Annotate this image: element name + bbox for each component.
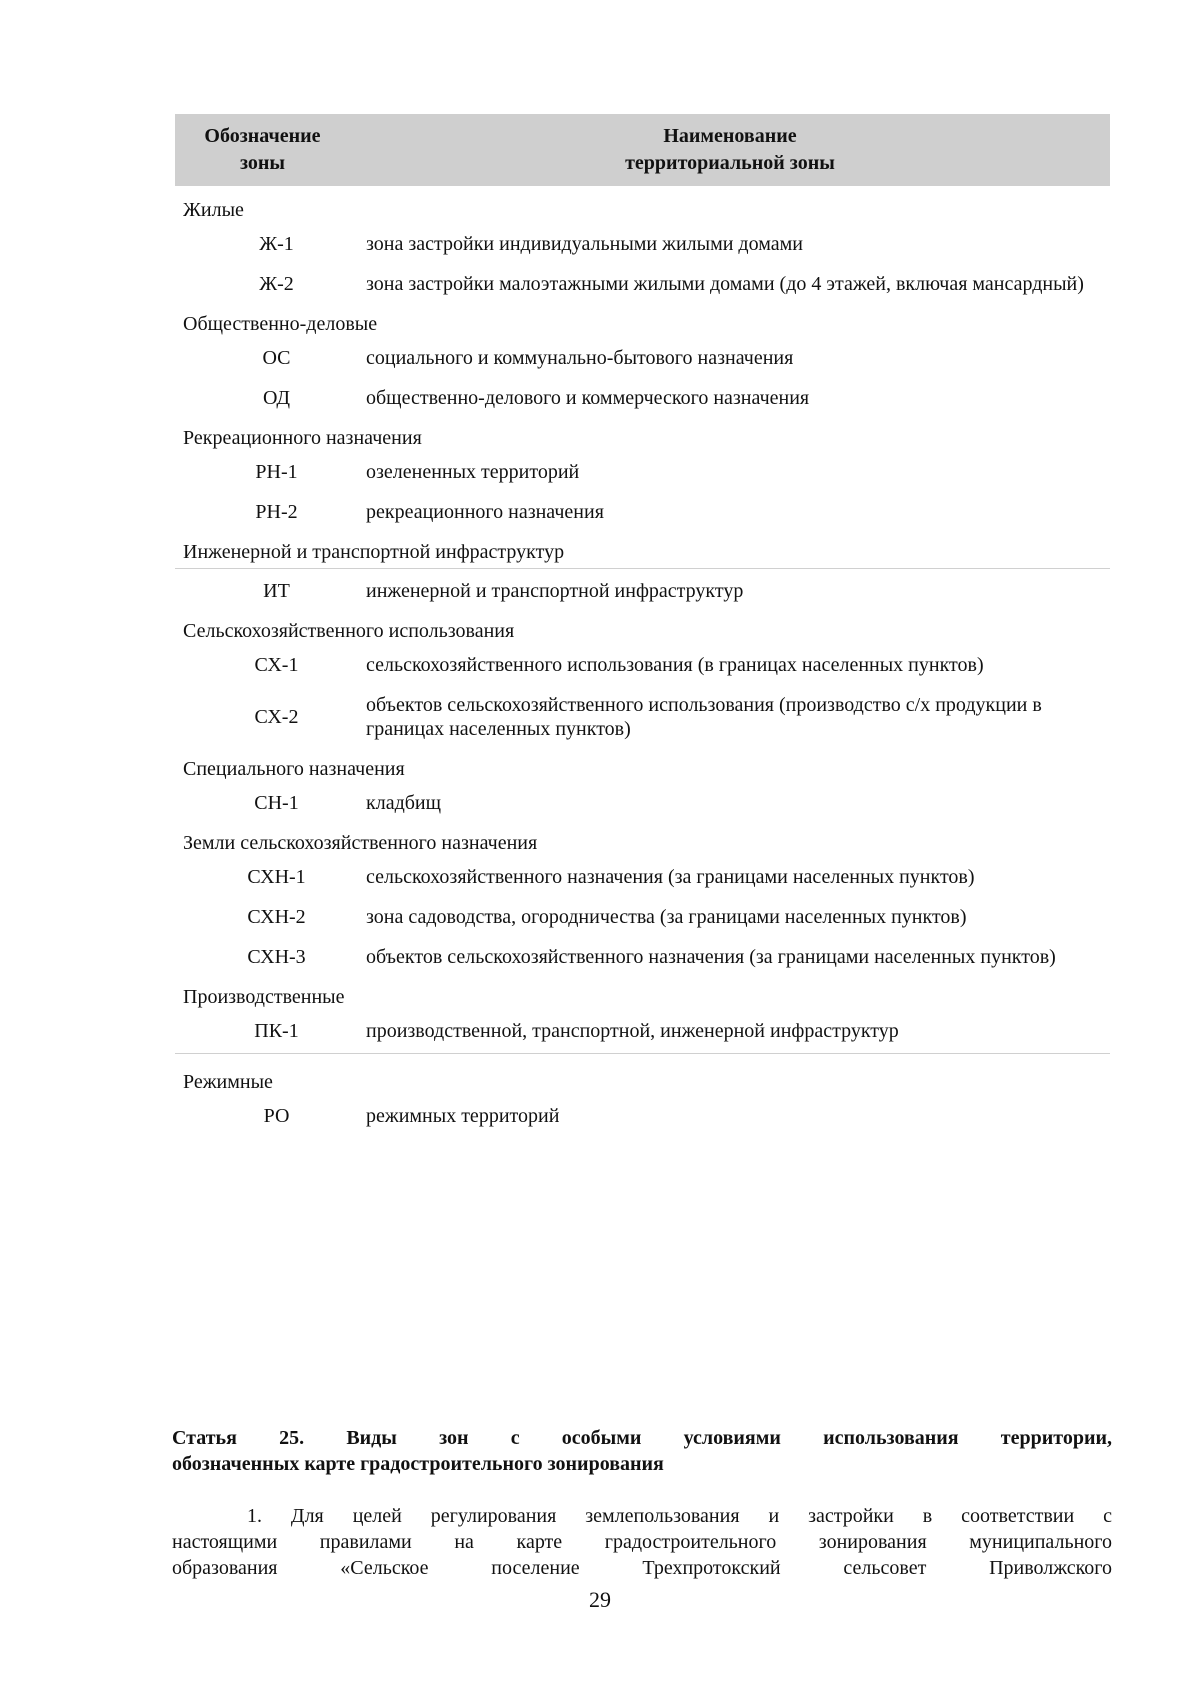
zone-code: СХ-2 [254,706,299,728]
header-zone-code-line1: Обозначение [204,125,321,147]
zone-name: общественно-делового и коммерческого назначения [366,387,810,409]
paragraph-line2: настоящими правилами на карте градостроительного зонирования муниципального [172,1531,1112,1553]
zones-table [175,114,1110,1144]
article-heading [172,1425,1112,1477]
group-title: Производственные [183,986,345,1008]
zone-code: Ж-1 [259,233,294,255]
table-row [175,500,1110,524]
group-title: Сельскохозяйственного использования [183,620,515,642]
zone-code: СН-1 [254,792,299,814]
zone-code: ПК-1 [254,1020,299,1042]
zone-name: производственной, транспортной, инженерной инфраструктур [366,1020,899,1042]
table-row [175,232,1110,256]
zone-name: режимных территорий [366,1105,560,1127]
group-title: Инженерной и транспортной инфраструктур [183,541,565,563]
table-row [175,693,1110,741]
article-heading-line1: Статья 25. Виды зон с особыми условиями использования территории, [172,1427,1112,1449]
zone-code: ОС [262,347,291,369]
zone-code: РН-2 [255,501,298,523]
zone-code: ИТ [263,580,290,602]
group-title: Специального назначения [183,758,405,780]
table-row [175,460,1110,484]
table-row [175,346,1110,370]
zone-code: СХН-1 [247,866,306,888]
table-row [175,791,1110,815]
group-title: Общественно-деловые [183,313,378,335]
group-title: Жилые [183,199,244,221]
table-row [175,1104,1110,1128]
zone-code: Ж-2 [259,273,294,295]
paragraph-line1: 1. Для целей регулирования землепользования и застройки в соответствии с [247,1505,1112,1527]
zone-name: сельскохозяйственного назначения (за границами населенных пунктов) [366,866,975,888]
zone-code: РН-1 [255,461,298,483]
zone-name: рекреационного назначения [366,501,604,523]
zone-name: зона садоводства, огородничества (за границами населенных пунктов) [366,906,967,928]
table-row [175,905,1110,929]
zone-code: СХН-3 [247,946,306,968]
zone-name: озелененных территорий [366,461,580,483]
table-row [175,1019,1110,1054]
zone-code: РО [263,1105,290,1127]
zone-name: социального и коммунально-бытового назначения [366,347,794,369]
page-number: 29 [589,1587,611,1612]
header-zone-name-line2: территориальной зоны [625,152,835,174]
group-title: Режимные [183,1071,273,1093]
table-row [175,386,1110,410]
zone-name: объектов сельскохозяйственного использования (производство с/х продукции в границах населенных пунктов) [366,694,1042,740]
header-zone-name [350,123,1110,177]
table-row [175,945,1110,969]
paragraph-line3: образования «Сельское поселение Трехпротокский сельсовет Приволжского [172,1557,1112,1579]
body-paragraph [172,1503,1112,1581]
zone-name: сельскохозяйственного использования (в границах населенных пунктов) [366,654,984,676]
group-title: Земли сельскохозяйственного назначения [183,832,538,854]
group-title: Рекреационного назначения [183,427,422,449]
table-row [175,653,1110,677]
table-row [175,272,1110,296]
zone-name: кладбищ [366,792,442,814]
zone-code: СХ-1 [254,654,299,676]
table-row [175,568,1110,603]
zone-name: зона застройки малоэтажными жилыми домами (до 4 этажей, включая мансардный) [366,273,1084,295]
header-zone-code [175,123,350,177]
zone-name: зона застройки индивидуальными жилыми домами [366,233,803,255]
header-zone-code-line2: зоны [239,152,286,174]
zone-name: инженерной и транспортной инфраструктур [366,580,744,602]
zone-code: ОД [262,387,291,409]
table-row [175,865,1110,889]
header-zone-name-line1: Наименование [663,125,797,147]
article-heading-line2: обозначенных карте градостроительного зонирования [172,1453,664,1475]
zone-name: объектов сельскохозяйственного назначения (за границами населенных пунктов) [366,946,1056,968]
zone-code: СХН-2 [247,906,306,928]
table-header [175,114,1110,186]
